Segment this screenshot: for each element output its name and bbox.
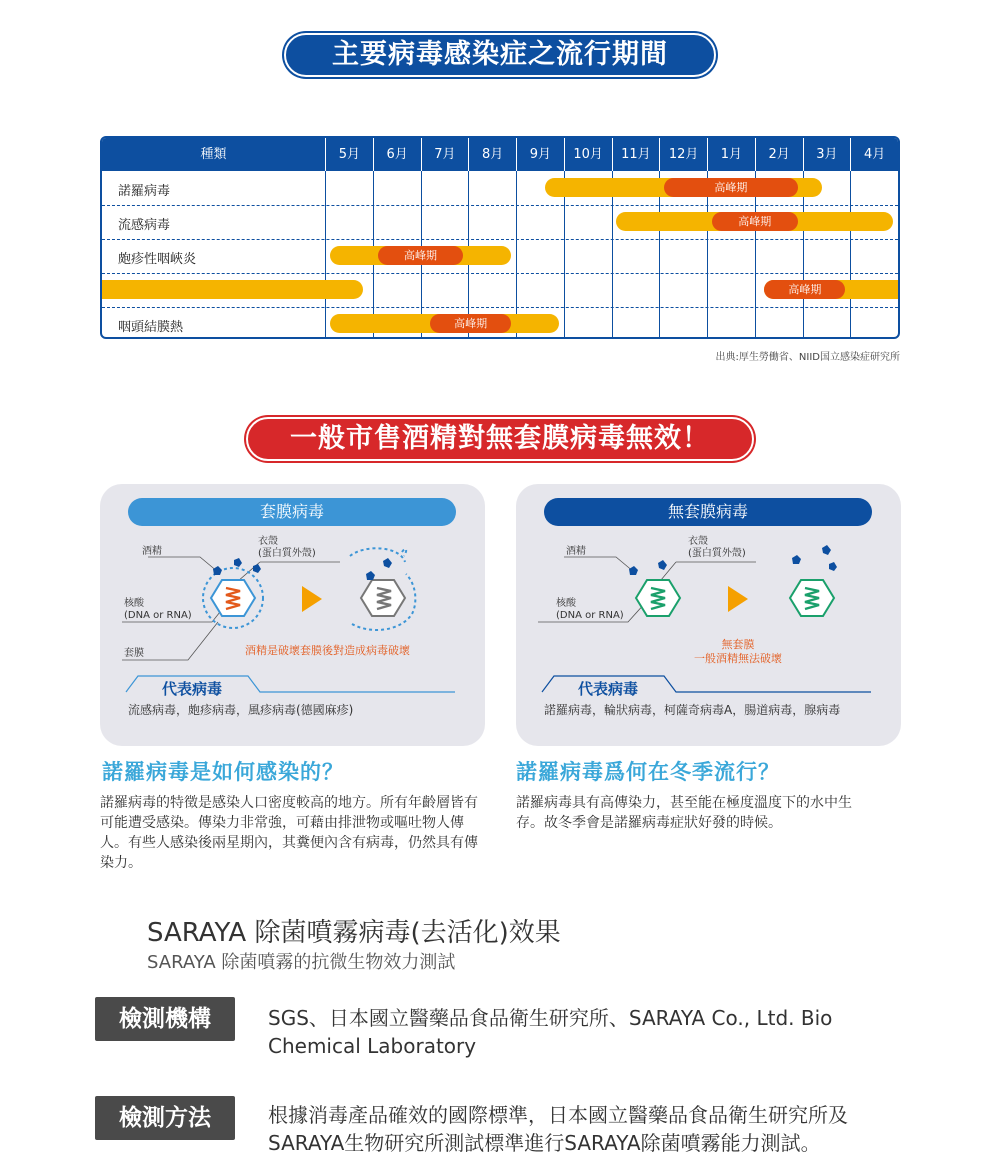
saraya-subtitle: SARAYA 除菌噴霧的抗微生物效力測試 [147, 952, 456, 973]
month-header: 4月 [850, 138, 898, 171]
norovirus-winter-question: 諾羅病毒爲何在冬季流行？ [516, 760, 780, 784]
month-header: 6月 [373, 138, 421, 171]
saraya-title: SARAYA 除菌噴霧病毒(去活化)效果 [147, 918, 561, 948]
alcohol-warning-title: 一般市售酒精對無套膜病毒無效！ [246, 417, 754, 461]
peak-bar: 高峰期 [764, 280, 845, 299]
capsid-label: 衣殼 (蛋白質外殼) [688, 536, 746, 559]
testing-method-tag: 檢測方法 [95, 1096, 235, 1140]
month-header: 8月 [468, 138, 516, 171]
non-envelope-rep-text: 諾羅病毒，輪狀病毒，柯薩奇病毒A，腸道病毒，腺病毒 [544, 703, 841, 717]
membrane-label: 套膜 [124, 648, 144, 659]
testing-method-text: 根據消毒產品確效的國際標準，日本國立醫藥品食品衛生研究所及SARAYA生物研究所測試標準進行SARAYA除菌噴霧能力測試。 [268, 1103, 848, 1155]
month-header: 2月 [755, 138, 803, 171]
grid-column-line [516, 171, 517, 337]
testing-organization-tag: 檢測機構 [95, 997, 235, 1041]
alcohol-label: 酒精 [142, 546, 162, 557]
grid-column-line [850, 171, 851, 337]
grid-row-line [102, 239, 898, 240]
virus-row-label: 咽頭結膜熱 [118, 320, 184, 335]
month-header: 9月 [516, 138, 564, 171]
epidemic-title: 主要病毒感染症之流行期間 [284, 33, 716, 77]
grid-column-line [325, 171, 326, 337]
testing-organization-text: SGS、日本國立醫藥品食品衛生研究所、SARAYA Co., Ltd. Bio Chemical Laboratory [268, 1006, 833, 1058]
envelope-virus-card [100, 484, 485, 746]
peak-bar: 高峰期 [378, 246, 464, 265]
month-header: 3月 [803, 138, 851, 171]
non-envelope-card-title: 無套膜病毒 [544, 498, 872, 526]
alcohol-label: 酒精 [566, 546, 586, 557]
grid-row-line [102, 205, 898, 206]
nucleic-acid-label: 核酸 (DNA or RNA) [124, 598, 192, 621]
epidemic-schedule-chart [100, 136, 900, 339]
month-header: 1月 [707, 138, 755, 171]
non-envelope-note: 無套膜 一般酒精無法破壞 [694, 638, 782, 665]
grid-row-line [102, 307, 898, 308]
capsid-label: 衣殼 (蛋白質外殼) [258, 536, 316, 559]
peak-bar: 高峰期 [712, 212, 798, 231]
peak-bar: 高峰期 [664, 178, 798, 197]
envelope-rep-text: 流感病毒，皰疹病毒，風疹病毒(德國麻疹) [128, 703, 354, 717]
month-header: 7月 [421, 138, 469, 171]
virus-row-label: 流感病毒 [118, 218, 171, 233]
month-header: 10月 [564, 138, 612, 171]
month-header: 11月 [612, 138, 660, 171]
source-note: 出典:厚生勞働省、NIID国立感染症研究所 [715, 352, 900, 363]
month-header: 5月 [325, 138, 373, 171]
grid-row-line [102, 273, 898, 274]
season-bar [100, 280, 363, 299]
norovirus-infection-question: 諾羅病毒是如何感染的？ [102, 760, 344, 784]
virus-row-label: 諾羅病毒 [118, 184, 171, 199]
header-type: 種類 [200, 147, 227, 162]
nucleic-acid-label: 核酸 (DNA or RNA) [556, 598, 624, 621]
envelope-note: 酒精是破壞套膜後對造成病毒破壞 [245, 644, 410, 657]
norovirus-infection-answer: 諾羅病毒的特徵是感染人口密度較高的地方。所有年齡層皆有可能遭受感染。傳染力非常強，可藉由排泄物或嘔吐物人傳人。有些人感染後兩星期內，其糞便內含有病毒，仍然具有傳染力。 [100, 795, 478, 871]
non-envelope-rep-title: 代表病毒 [578, 680, 639, 698]
month-header: 12月 [659, 138, 707, 171]
non-envelope-virus-card [516, 484, 901, 746]
virus-row-label: 皰疹性咽峽炎 [118, 252, 197, 267]
envelope-rep-title: 代表病毒 [162, 680, 223, 698]
peak-bar: 高峰期 [430, 314, 511, 333]
envelope-card-title: 套膜病毒 [128, 498, 456, 526]
norovirus-winter-answer: 諾羅病毒具有高傳染力，甚至能在極度溫度下的水中生存。故冬季會是諾羅病毒症狀好發的時候。 [516, 795, 852, 831]
